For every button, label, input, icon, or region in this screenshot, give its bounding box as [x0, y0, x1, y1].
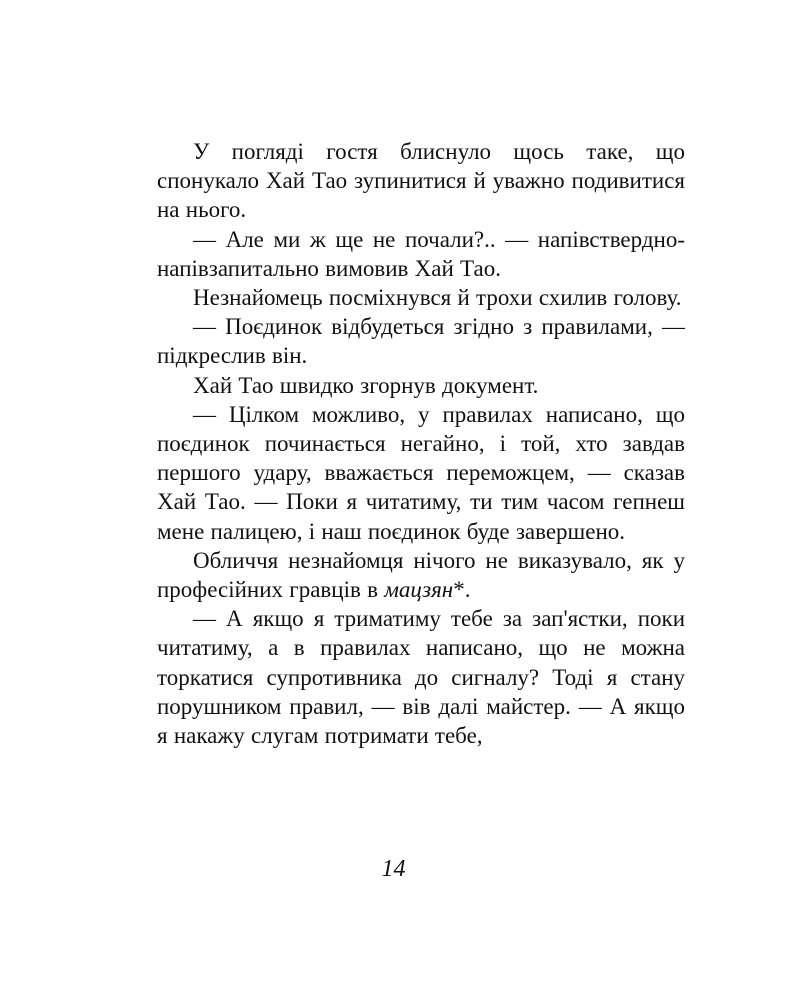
- footnote-marker: *.: [453, 577, 471, 603]
- paragraph-5: Хай Тао швидко згорнув документ.: [193, 372, 539, 398]
- body-text: [157, 137, 685, 750]
- italic-term: мацзян: [384, 577, 454, 603]
- paragraph-6: — Цілком можливо, у правилах написано, що поєдинок починається негайно, і той, хто завдав першого удару, вважається переможцем, — сказав Хай Тао. — Поки я читатиму, ти тим часом гепнеш мене палицею, і наш поєдинок буде завершено.: [157, 401, 685, 544]
- paragraph-2: — Але ми ж ще не почали?.. — напівствердно-напівзапитально вимовив Хай Тао.: [157, 226, 685, 281]
- paragraph-1: У погляді гостя блиснуло щось таке, що спонукало Хай Тао зупинитися й уважно подивитися на нього.: [157, 139, 685, 223]
- paragraph-3: Незнайомець посміхнувся й трохи схилив голову.: [193, 285, 682, 311]
- page-number: 14: [381, 856, 406, 882]
- paragraph-4: — Поєдинок відбудеться згідно з правилами, — підкреслив він.: [157, 314, 685, 369]
- paragraph-8: — А якщо я триматиму тебе за зап'ястки, поки читатиму, а в правилах написано, що не можна торкатися супротивника до сигналу? Тоді я стану порушником правил, — вів далі майстер. — А якщо я накажу слугам потримати тебе,: [157, 606, 685, 749]
- paragraph-7: [157, 546, 685, 604]
- paragraph-7-text: Обличчя незнайомця нічого не виказувало, як у професійних гравців в: [157, 547, 685, 603]
